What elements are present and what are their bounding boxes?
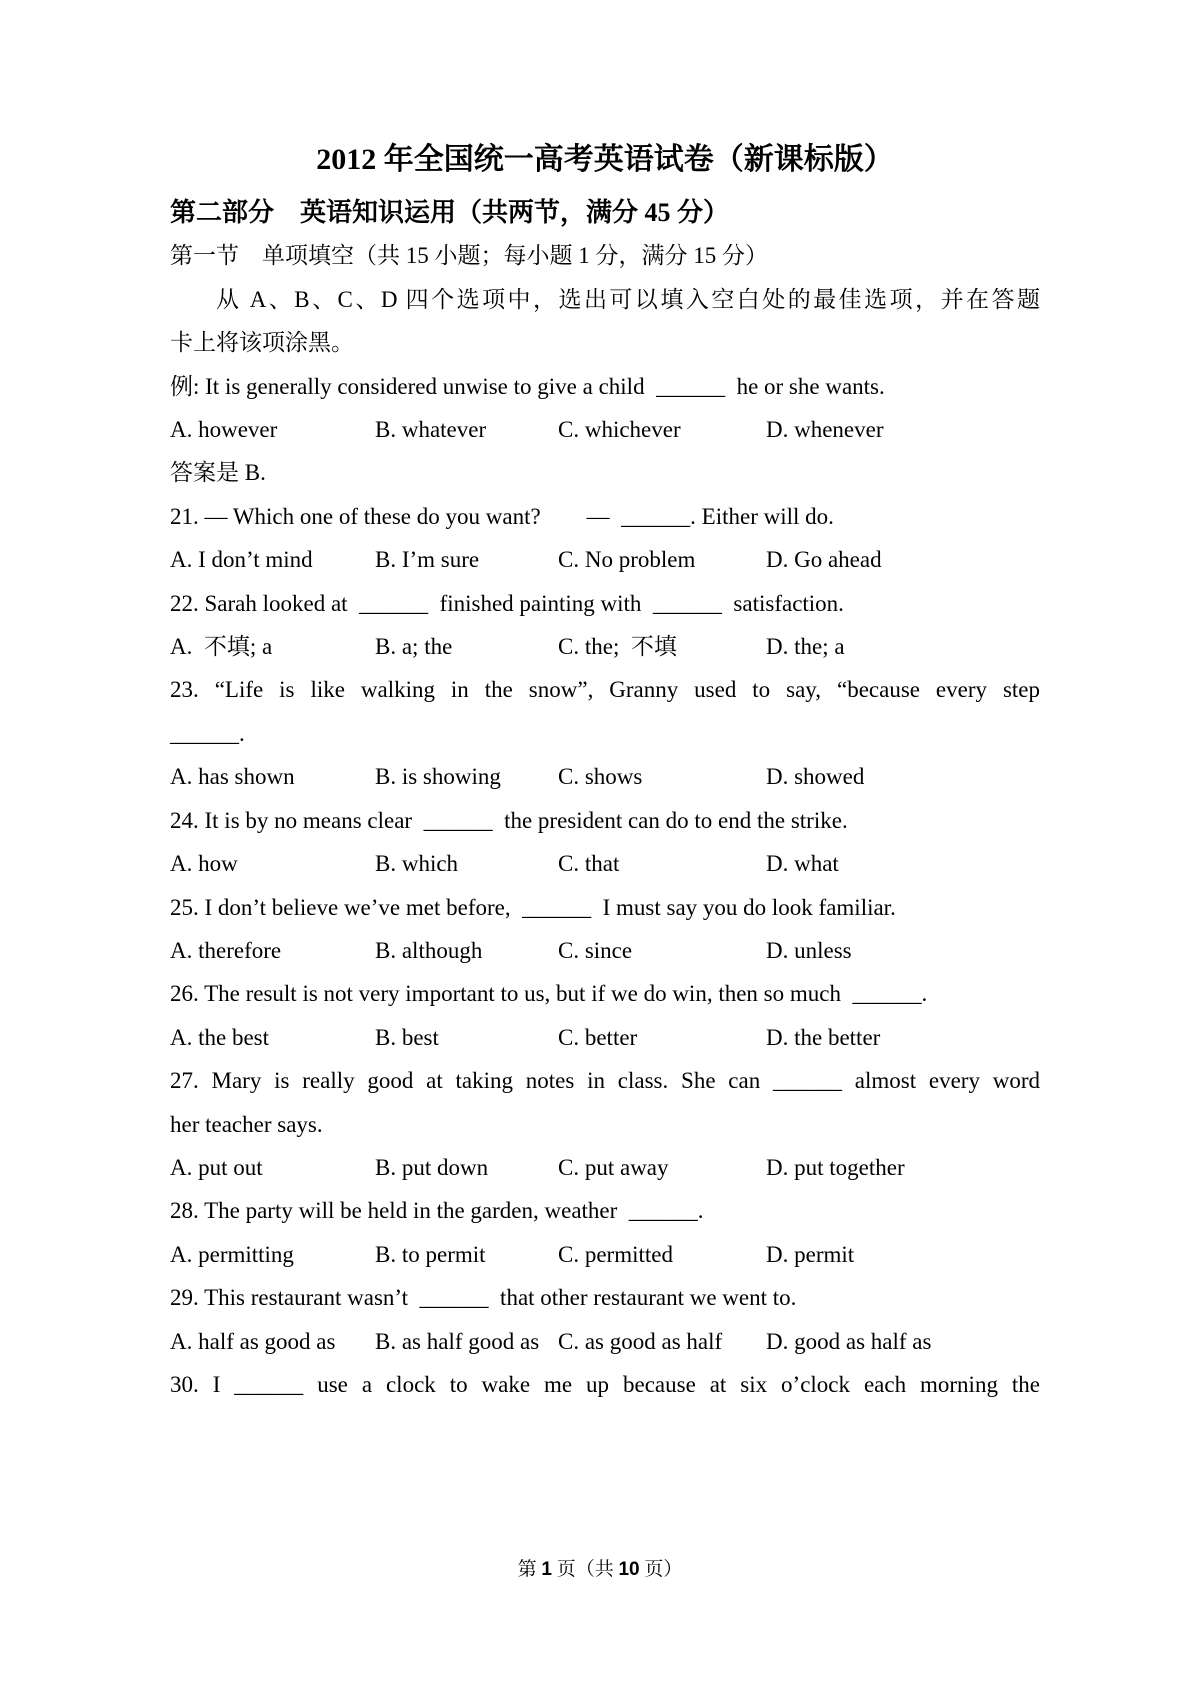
question-26-option-b: B. best (375, 1024, 439, 1050)
footer-page-number: 1 (541, 1559, 552, 1580)
question-25-options (170, 929, 1040, 972)
question-28-option-c: C. permitted (558, 1241, 673, 1267)
question-28-option-a: A. permitting (170, 1241, 294, 1267)
question-26-stem: 26. The result is not very important to us, but if we do win, then so much ______. (170, 981, 928, 1007)
question-21-option-b: B. I’m sure (375, 547, 480, 573)
question-27-option-a: A. put out (170, 1154, 263, 1180)
question-26-option-c: C. better (558, 1024, 638, 1050)
footer-total-pages: 10 (618, 1559, 640, 1580)
question-27-stem: 27. Mary is really good at taking notes in class. She can ______ almost every word (170, 1068, 1040, 1094)
question-21-option-c: C. No problem (558, 547, 696, 573)
question-29-stem: 29. This restaurant wasn’t ______ that other restaurant we went to. (170, 1285, 797, 1311)
question-25-option-b: B. although (375, 937, 483, 963)
question-25-stem: 25. I don’t believe we’ve met before, ______ I must say you do look familiar. (170, 894, 896, 920)
example-option-a: A. however (170, 417, 278, 443)
question-29-option-a: A. half as good as (170, 1328, 336, 1354)
question-27-option-b: B. put down (375, 1154, 489, 1180)
example-options (170, 408, 1040, 451)
question-23-options (170, 755, 1040, 798)
example-option-c: C. whichever (558, 417, 681, 443)
question-22-option-c: C. the; 不填 (558, 634, 677, 660)
question-23-stem-line-2: ______. (170, 720, 245, 746)
question-29-option-b: B. as half good as (375, 1328, 540, 1354)
question-28-option-d: D. permit (766, 1241, 855, 1267)
question-21-option-d: D. Go ahead (766, 547, 882, 573)
example-answer: 答案是 B. (170, 460, 266, 486)
question-28-options (170, 1233, 1040, 1276)
question-24-option-c: C. that (558, 851, 620, 877)
footer-text: 第 (517, 1559, 542, 1580)
question-23-option-c: C. shows (558, 764, 643, 790)
question-30-stem: 30. I ______ use a clock to wake me up because at six o’clock each morning the (170, 1371, 1040, 1397)
instruction-line-1: 从 A、B、C、D 四个选项中，选出可以填入空白处的最佳选项，并在答题 (216, 286, 1040, 312)
instruction-line-2: 卡上将该项涂黑。 (170, 330, 354, 356)
question-23-option-a: A. has shown (170, 764, 295, 790)
question-25-option-c: C. since (558, 937, 633, 963)
question-25-option-d: D. unless (766, 937, 852, 963)
question-28-stem: 28. The party will be held in the garden, weather ______. (170, 1198, 704, 1224)
question-26-option-d: D. the better (766, 1024, 881, 1050)
question-21-option-a: A. I don’t mind (170, 547, 313, 573)
page-footer (0, 1556, 1200, 1584)
question-23-option-d: D. showed (766, 764, 865, 790)
question-24-stem: 24. It is by no means clear ______ the president can do to end the strike. (170, 807, 848, 833)
question-21-stem: 21. — Which one of these do you want? — ______. Either will do. (170, 503, 834, 529)
example-stem: 例: It is generally considered unwise to give a child ______ he or she wants. (170, 373, 885, 399)
part-heading: 第二部分 英语知识运用（共两节，满分 45 分） (170, 198, 730, 227)
question-26-option-a: A. the best (170, 1024, 270, 1050)
question-22-option-d: D. the; a (766, 634, 845, 660)
question-29-option-c: C. as good as half (558, 1328, 723, 1354)
question-22-options (170, 625, 1040, 668)
question-23-option-b: B. is showing (375, 764, 501, 790)
question-27-option-d: D. put together (766, 1154, 905, 1180)
question-24-option-d: D. what (766, 851, 839, 877)
example-option-b: B. whatever (375, 417, 487, 443)
question-24-option-b: B. which (375, 851, 459, 877)
footer-text-mid: 页（共 (551, 1559, 619, 1580)
question-22-option-a: A. 不填; a (170, 634, 273, 660)
question-29-options (170, 1320, 1040, 1363)
question-27-option-c: C. put away (558, 1154, 669, 1180)
question-23-stem: 23. “Life is like walking in the snow”, Granny used to say, “because every step (170, 677, 1040, 703)
question-22-stem: 22. Sarah looked at ______ finished painting with ______ satisfaction. (170, 590, 844, 616)
question-24-option-a: A. how (170, 851, 238, 877)
question-22-option-b: B. a; the (375, 634, 453, 660)
section-heading: 第一节 单项填空（共 15 小题；每小题 1 分，满分 15 分） (170, 243, 768, 269)
question-28-option-b: B. to permit (375, 1241, 486, 1267)
question-27-options (170, 1146, 1040, 1189)
footer-text-end: 页） (639, 1559, 683, 1580)
question-21-options (170, 538, 1040, 581)
example-option-d: D. whenever (766, 417, 884, 443)
question-25-option-a: A. therefore (170, 937, 282, 963)
question-24-options (170, 842, 1040, 885)
question-26-options (170, 1016, 1040, 1059)
page-title: 2012 年全国统一高考英语试卷（新课标版） (316, 143, 894, 176)
question-27-stem-line-2: her teacher says. (170, 1111, 323, 1137)
question-29-option-d: D. good as half as (766, 1328, 932, 1354)
